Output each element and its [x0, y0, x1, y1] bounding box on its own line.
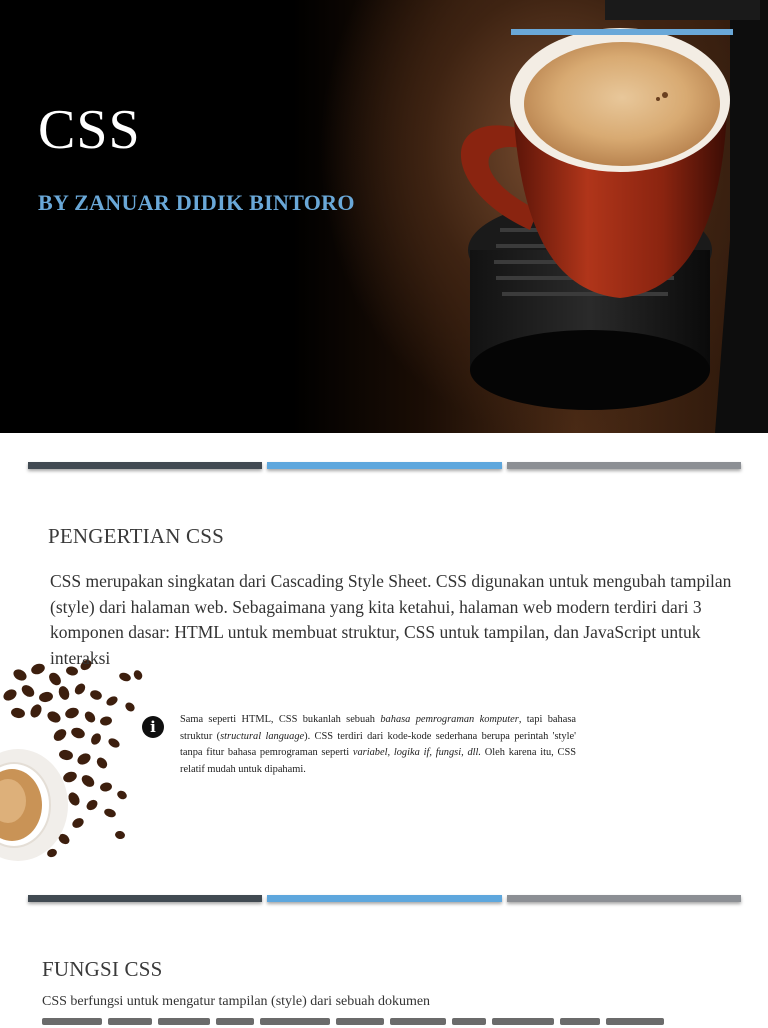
info-icon: i: [142, 716, 164, 738]
divider-segment-gray: [507, 895, 741, 902]
title-slide: [0, 0, 768, 433]
fungsi-paragraph: CSS berfungsi untuk mengatur tampilan (style) dari sebuah dokumen: [42, 994, 431, 1009]
section-heading-fungsi: FUNGSI CSS: [42, 957, 163, 981]
divider-segment-gray: [507, 462, 741, 469]
divider-segment-dark: [28, 895, 262, 902]
slide-title: CSS: [38, 99, 141, 161]
divider-segment-dark: [28, 462, 262, 469]
divider-segment-blue: [267, 462, 501, 469]
pengertian-paragraph: CSS merupakan singkatan dari Cascading Style Sheet. CSS digunakan untuk mengubah tampilan (style) dari halaman web. Sebagaimana yang kita ketahui, halaman web modern terdiri dari 3 komponen dasar: HTML untuk membuat struktur, CSS untuk tampilan, dan JavaScript untuk interaksi: [50, 571, 732, 668]
coffee-beans-image: [0, 655, 150, 865]
coffee-cup-image: [430, 0, 768, 433]
accent-bar: [511, 29, 733, 35]
slide-subtitle: BY ZANUAR DIDIK BINTORO: [38, 190, 355, 215]
section-divider: [28, 895, 741, 902]
divider-segment-blue: [267, 895, 501, 902]
section-heading-pengertian: PENGERTIAN CSS: [48, 524, 224, 548]
info-note: Sama seperti HTML, CSS bukanlah sebuah bahasa pemrograman komputer, tapi bahasa struktur (structural language). CSS terdiri dari kode-kode sederhana berupa perintah 'style' tanpa fitur bahasa pemrograman seperti variabel, logika if, fungsi, dll. Oleh karena itu, CSS relatif mudah untuk dipahami.: [180, 714, 577, 775]
section-divider: [28, 462, 741, 469]
clipped-text-line: [42, 1018, 692, 1028]
